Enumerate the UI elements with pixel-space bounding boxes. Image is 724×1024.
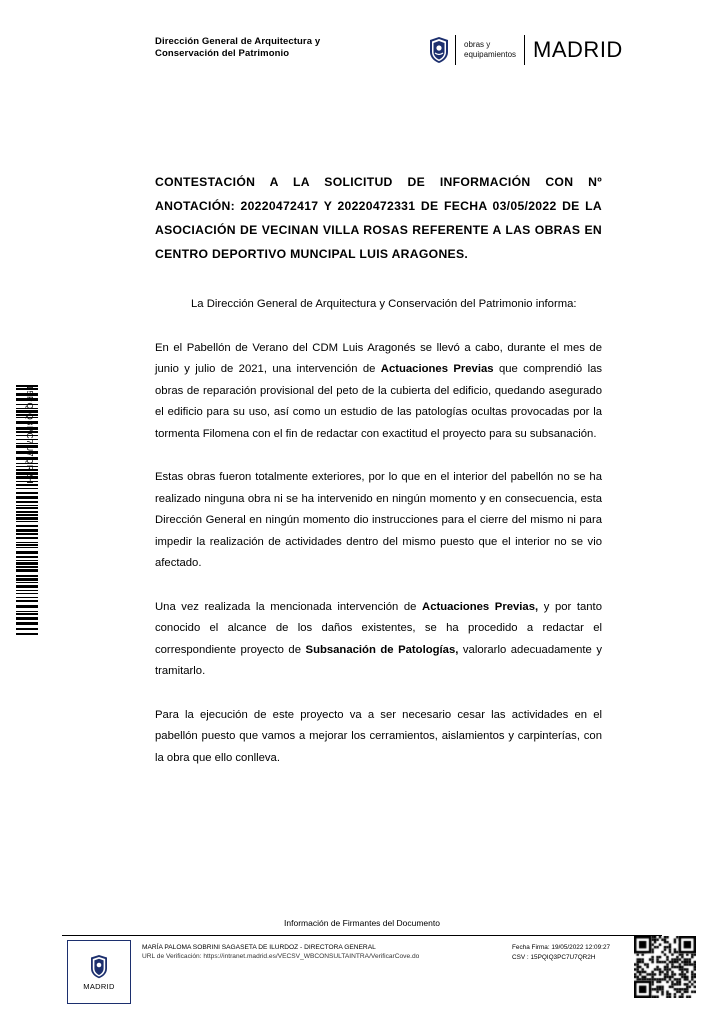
page-title: CONTESTACIÓN A LA SOLICITUD DE INFORMACIÓN CON Nº ANOTACIÓN: 20220472417 Y 20220472331 DE FECHA 03/05/2022 DE LA ASOCIACIÓN DE VECINAN VILLA ROSAS REFERENTE A LAS OBRAS EN CENTRO DEPORTIVO MUNCIPAL LUIS ARAGONES. bbox=[155, 175, 602, 261]
department-line-2: Conservación del Patrimonio bbox=[155, 48, 290, 59]
paragraph-text: La Dirección General de Arquitectura y Conservación del Patrimonio informa: bbox=[191, 298, 577, 310]
emphasis-text: Actuaciones Previas, bbox=[422, 600, 539, 613]
page-header bbox=[0, 30, 724, 76]
paragraph-text: Una vez realizada la mencionada intervención de bbox=[155, 600, 423, 613]
footer-signature-meta bbox=[512, 943, 632, 963]
brand-city-label: MADRID bbox=[533, 37, 623, 62]
brand-divider-2 bbox=[524, 35, 525, 65]
document-paragraph bbox=[155, 597, 602, 683]
signers-info-title: Información de Firmantes del Documento bbox=[284, 918, 440, 928]
brand-divider bbox=[455, 35, 456, 65]
paragraph-text: En el Pabellón de Verano del CDM Luis Aragonés se llevó a cabo, durante el mes de junio y julio de 2021, una intervención de bbox=[155, 341, 602, 375]
qr-code-icon bbox=[634, 936, 696, 998]
document-paragraph bbox=[155, 705, 602, 770]
document-paragraph bbox=[155, 294, 602, 316]
brand-subtitle-line-1: obras y bbox=[464, 40, 491, 49]
document-body bbox=[155, 170, 602, 791]
paragraph-text: Estas obras fueron totalmente exteriores, por lo que en el interior del pabellón no se ha realizado ninguna obra ni se ha intervenido en ningún momento y en consecuencia, esta Dirección General en ningún momento dio instrucciones para el cierre del mismo ni para impedir la realización de actividades dentro del mismo puesto que el interior no se vio afectado. bbox=[155, 471, 602, 569]
brand-subtitle bbox=[464, 40, 524, 60]
madrid-coat-of-arms-icon bbox=[89, 954, 109, 979]
signature-csv: CSV : 15PQIQ3PC7U7QR2H bbox=[512, 954, 596, 961]
verification-url[interactable]: URL de Verificación: https://intranet.madrid.es/VECSV_WBCONSULTAINTRA/VerificarCove.do bbox=[142, 953, 420, 960]
madrid-coat-of-arms-icon bbox=[428, 36, 450, 64]
paragraph-text: y por tanto conocido el alcance de los daños existentes, se ha procedido a redactar el correspondiente proyecto de bbox=[155, 600, 602, 656]
barcode-code-text: 15PQIQ3PC7U7QR2H bbox=[25, 385, 35, 485]
madrid-brand-block bbox=[428, 30, 623, 70]
department-name bbox=[155, 36, 415, 60]
paragraph-text: que comprendió las obras de reparación provisional del peto de la cubierta del edificio, quedando asegurado el edificio para su uso, así como un estudio de las patologías ocultas provocadas por la tormenta Filomena con el fin de redactar con exactitud el proyecto para su subsanación. bbox=[155, 363, 603, 440]
footer-signature-block bbox=[62, 936, 662, 998]
brand-subtitle-line-2: equipamientos bbox=[464, 50, 517, 59]
document-barcode bbox=[16, 385, 56, 635]
department-line-1: Dirección General de Arquitectura y bbox=[155, 36, 321, 47]
paragraph-text: Para la ejecución de este proyecto va a ser necesario cesar las actividades en el pabellón puesto que vamos a mejorar los cerramientos, aislamientos y carpinterías, con la obra que ello conlleva. bbox=[155, 708, 602, 764]
emphasis-text: Actuaciones Previas bbox=[380, 363, 494, 375]
signer-name: MARÍA PALOMA SOBRINI SAGASETA DE ILURDOZ - DIRECTORA GENERAL bbox=[142, 944, 376, 951]
paragraph-text: valorarlo adecuadamente y tramitarlo. bbox=[155, 643, 602, 677]
footer-signer-info bbox=[142, 943, 502, 961]
document-paragraph bbox=[155, 338, 602, 446]
emphasis-text: Subsanación de Patologías, bbox=[305, 643, 459, 656]
footer-seal-label: MADRID bbox=[83, 981, 115, 991]
document-paragraph bbox=[155, 467, 602, 575]
footer-seal bbox=[67, 940, 131, 1004]
document-paragraphs bbox=[155, 294, 602, 769]
signature-date: Fecha Firma: 19/05/2022 12:09:27 bbox=[512, 944, 611, 951]
